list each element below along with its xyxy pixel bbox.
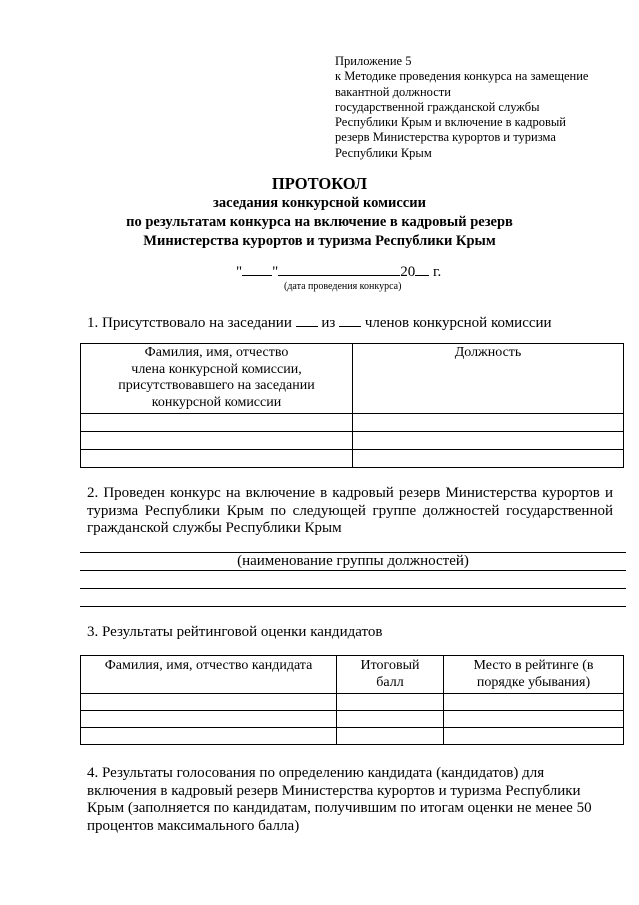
rating-table <box>80 655 624 745</box>
date-close-quote: " <box>272 264 279 280</box>
group-name-line[interactable] <box>80 588 626 589</box>
appendix-note <box>335 54 625 161</box>
section-2-line: 2. Проведен конкурс на включение в кадровый резерв Министерства курортов и <box>87 485 613 501</box>
table-cell[interactable] <box>353 450 624 468</box>
group-name-line[interactable] <box>80 606 626 607</box>
appendix-line: к Методике проведения конкурса на замещение <box>335 69 589 84</box>
table-cell[interactable] <box>353 432 624 450</box>
appendix-line: Приложение 5 <box>335 54 412 68</box>
date-open-quote: " <box>236 264 243 280</box>
section-4-line: процентов максимального балла) <box>87 817 300 834</box>
document-subtitle-line: Министерства курортов и туризма Республики Крым <box>143 233 496 249</box>
section-1-suffix: членов конкурсной комиссии <box>364 315 552 331</box>
section-4-line: 4. Результаты голосования по определению кандидата (кандидатов) для <box>87 765 545 781</box>
section-2-line: туризма Республики Крым по следующей группе должностей государственной <box>87 502 613 519</box>
group-name-line[interactable] <box>80 570 626 571</box>
table-header-position: Должность <box>353 344 624 414</box>
table-cell[interactable] <box>337 694 444 711</box>
present-count-blank[interactable] <box>296 312 318 327</box>
table-header-name: Фамилия, имя, отчество члена конкурсной комиссии, присутствовавшего на заседании конкурсной комиссии <box>81 344 353 414</box>
document-subtitle-line: заседания конкурсной комиссии <box>213 195 426 211</box>
table-cell[interactable] <box>81 414 353 432</box>
year-blank[interactable] <box>415 261 429 276</box>
month-blank[interactable] <box>278 261 400 276</box>
year-suffix: г. <box>429 264 442 280</box>
table-cell[interactable] <box>81 432 353 450</box>
table-row <box>81 711 624 728</box>
table-header-rank: Место в рейтинге (в порядке убывания) <box>444 656 624 694</box>
document-subtitle-line: по результатам конкурса на включение в кадровый резерв <box>126 214 513 230</box>
date-caption: (дата проведения конкурса) <box>284 281 402 292</box>
document-title: ПРОТОКОЛ <box>271 174 368 193</box>
table-cell[interactable] <box>81 694 337 711</box>
table-cell[interactable] <box>81 450 353 468</box>
section-4-line: Крым (заполняется по кандидатам, получившим по итогам оценки не менее 50 <box>87 800 592 816</box>
day-blank[interactable] <box>242 261 272 276</box>
table-cell[interactable] <box>353 414 624 432</box>
table-row <box>81 728 624 745</box>
section-1-line <box>87 312 552 332</box>
table-row <box>81 432 624 450</box>
total-count-blank[interactable] <box>339 312 361 327</box>
year-prefix: 20 <box>400 264 416 280</box>
table-header-score: Итоговый балл <box>337 656 444 694</box>
table-header-candidate: Фамилия, имя, отчество кандидата <box>81 656 337 694</box>
appendix-line: государственной гражданской службы <box>335 99 540 114</box>
section-2-text <box>87 485 613 538</box>
group-caption: (наименование группы должностей) <box>237 553 469 569</box>
section-4-line: включения в кадровый резерв Министерства курортов и туризма Республики <box>87 782 581 799</box>
table-cell[interactable] <box>337 711 444 728</box>
section-3-heading: 3. Результаты рейтинговой оценки кандидатов <box>87 624 383 640</box>
table-cell[interactable] <box>444 711 624 728</box>
table-cell[interactable] <box>81 711 337 728</box>
appendix-line: резерв Министерства курортов и туризма <box>335 130 556 145</box>
table-row <box>81 450 624 468</box>
appendix-line: Республики Крым <box>335 145 432 160</box>
section-1-middle: из <box>321 315 336 331</box>
table-cell[interactable] <box>337 728 444 745</box>
table-cell[interactable] <box>444 694 624 711</box>
table-row <box>81 694 624 711</box>
appendix-line: Республики Крым и включение в кадровый <box>335 115 566 130</box>
commission-table <box>80 343 624 468</box>
section-4-text <box>87 765 617 835</box>
appendix-line: вакантной должности <box>335 84 451 99</box>
table-cell[interactable] <box>81 728 337 745</box>
table-cell[interactable] <box>444 728 624 745</box>
section-2-line: гражданской службы Республики Крым <box>87 520 342 536</box>
table-row <box>81 414 624 432</box>
section-1-prefix: 1. Присутствовало на заседании <box>87 315 292 331</box>
date-line <box>236 261 441 281</box>
